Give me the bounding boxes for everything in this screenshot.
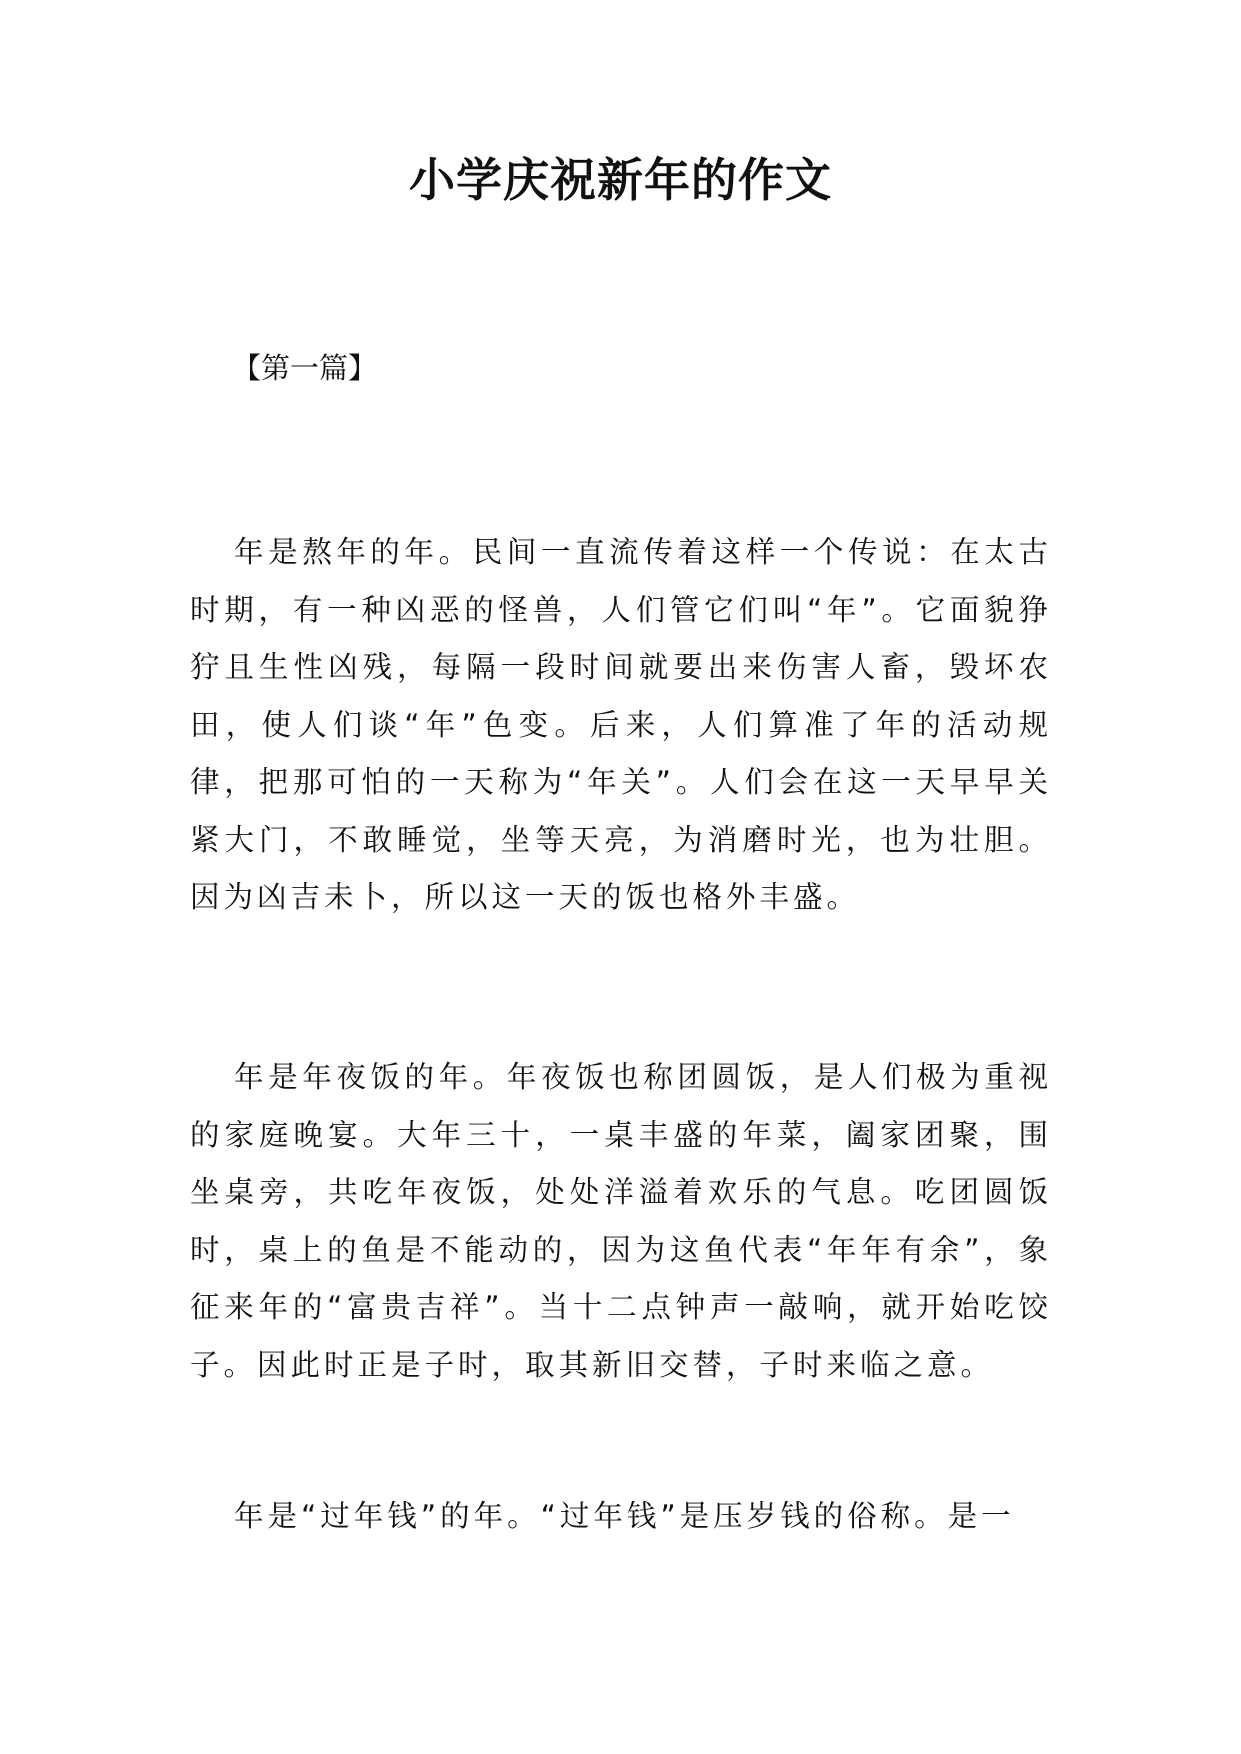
section-heading: 【第一篇】 xyxy=(232,351,378,385)
paragraph-2: 年是年夜饭的年。年夜饭也称团圆饭，是人们极为重视的家庭晚宴。大年三十，一桌丰盛的年菜，阖家团聚，围坐桌旁，共吃年夜饭，处处洋溢着欢乐的气息。吃团圆饭时，桌上的鱼是不能动的，因为这鱼代表“年年有余”，象征来年的“富贵吉祥”。当十二点钟声一敲响，就开始吃饺子。因此时正是子时，取其新旧交替，子时来临之意。 xyxy=(190,1060,1052,1382)
paragraph-3: 年是“过年钱”的年。“过年钱”是压岁钱的俗称。是一 xyxy=(234,1499,1015,1533)
paragraph-1: 年是熬年的年。民间一直流传着这样一个传说：在太古时期，有一种凶恶的怪兽，人们管它们叫“年”。它面貌狰狞且生性凶残，每隔一段时间就要出来伤害人畜，毁坏农田，使人们谈“年”色变。后来，人们算准了年的活动规律，把那可怕的一天称为“年关”。人们会在这一天早早关紧大门，不敢睡觉，坐等天亮，为消磨时光，也为壮胆。因为凶吉未卜，所以这一天的饭也格外丰盛。 xyxy=(190,535,1052,914)
document-title: 小学庆祝新年的作文 xyxy=(409,153,832,207)
